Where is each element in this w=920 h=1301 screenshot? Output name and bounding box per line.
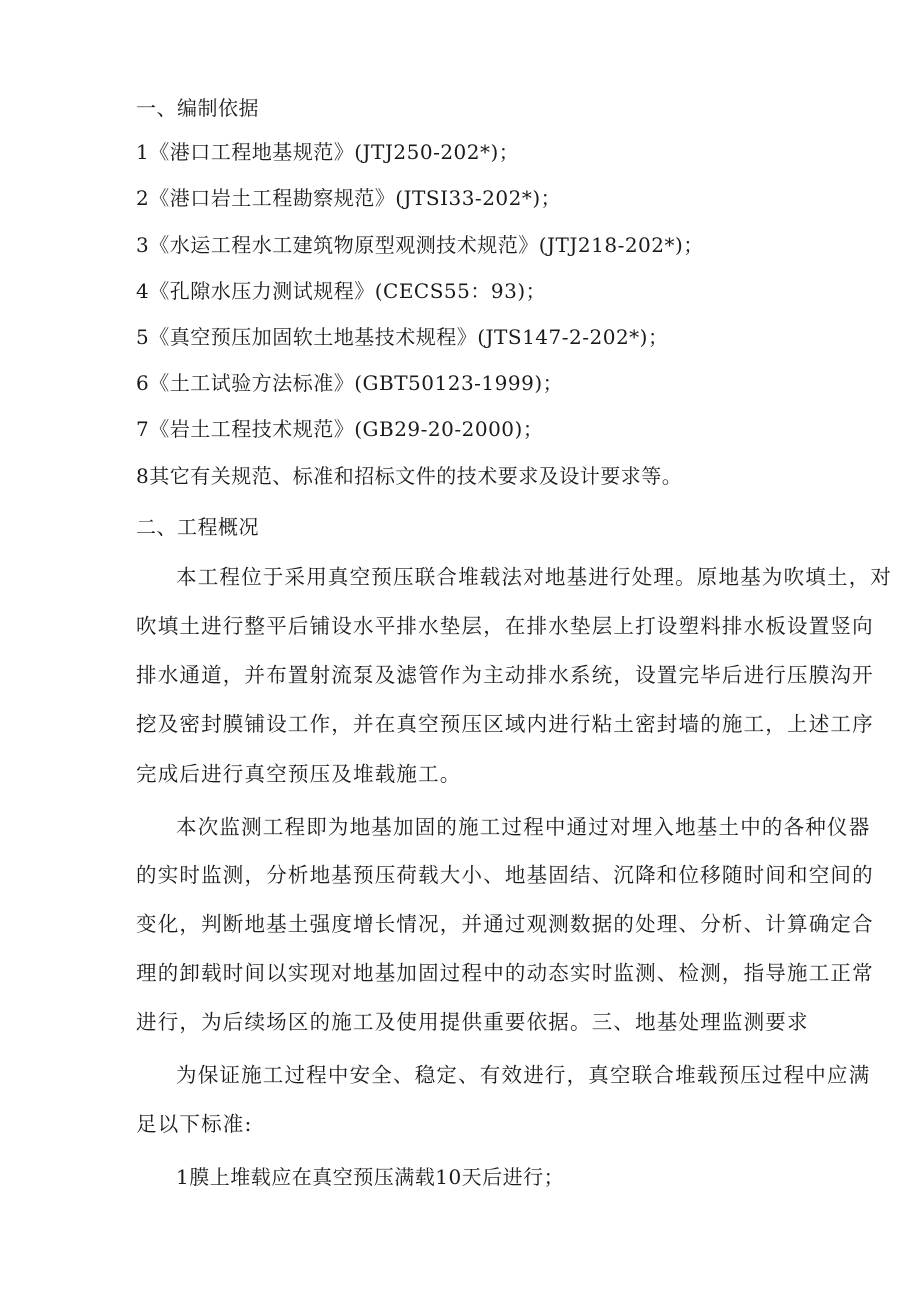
monitoring-paragraph-line: 变化，判断地基土强度增长情况，并通过观测数据的处理、分析、计算确定合	[136, 912, 874, 936]
overview-paragraph-line: 挖及密封膜铺设工作，并在真空预压区域内进行粘土密封墙的施工，上述工序	[136, 712, 874, 736]
section-heading-compilation-basis: 一、编制依据	[136, 96, 259, 120]
reference-item-7: 7《岩土工程技术规范》(GB29-20-2000)；	[136, 417, 544, 441]
section-heading-project-overview: 二、工程概况	[136, 515, 259, 539]
overview-paragraph-line: 吹填土进行整平后铺设水平排水垫层，在排水垫层上打设塑料排水板设置竖向	[136, 614, 874, 638]
monitoring-paragraph-line: 理的卸载时间以实现对地基加固过程中的动态实时监测、检测，指导施工正常	[136, 961, 874, 985]
reference-item-1: 1《港口工程地基规范》(JTJ250-202*)；	[136, 140, 520, 164]
overview-paragraph-line: 完成后进行真空预压及堆载施工。	[136, 762, 462, 786]
requirement-item-1: 1膜上堆载应在真空预压满载10天后进行；	[176, 1165, 565, 1189]
reference-item-6: 6《土工试验方法标准》(GBT50123-1999)；	[136, 371, 564, 395]
monitoring-paragraph-line: 的实时监测，分析地基预压荷载大小、地基固结、沉降和位移随时间和空间的	[136, 863, 874, 887]
monitoring-paragraph-line: 进行，为后续场区的施工及使用提供重要依据。三、地基处理监测要求	[136, 1010, 809, 1034]
overview-paragraph-line: 排水通道，并布置射流泵及滤管作为主动排水系统，设置完毕后进行压膜沟开	[136, 663, 874, 687]
reference-item-5: 5《真空预压加固软土地基技术规程》(JTS147-2-202*)；	[136, 325, 669, 349]
reference-item-3: 3《水运工程水工建筑物原型观测技术规范》(JTJ218-202*)；	[136, 233, 704, 257]
overview-paragraph-line: 本工程位于采用真空预压联合堆载法对地基进行处理。原地基为吹填土，对	[176, 565, 893, 589]
reference-item-4: 4《孔隙水压力测试规程》(CECS55：93)；	[136, 279, 547, 303]
reference-item-2: 2《港口岩土工程勘察规范》(JTSI33-202*)；	[136, 186, 562, 210]
requirements-paragraph-line: 足以下标准:	[136, 1112, 253, 1136]
monitoring-paragraph-line: 本次监测工程即为地基加固的施工过程中通过对埋入地基土中的各种仪器	[176, 815, 871, 839]
requirements-paragraph-line: 为保证施工过程中安全、稳定、有效进行，真空联合堆载预压过程中应满	[176, 1063, 871, 1087]
reference-item-8: 8其它有关规范、标准和招标文件的技术要求及设计要求等。	[136, 464, 683, 488]
